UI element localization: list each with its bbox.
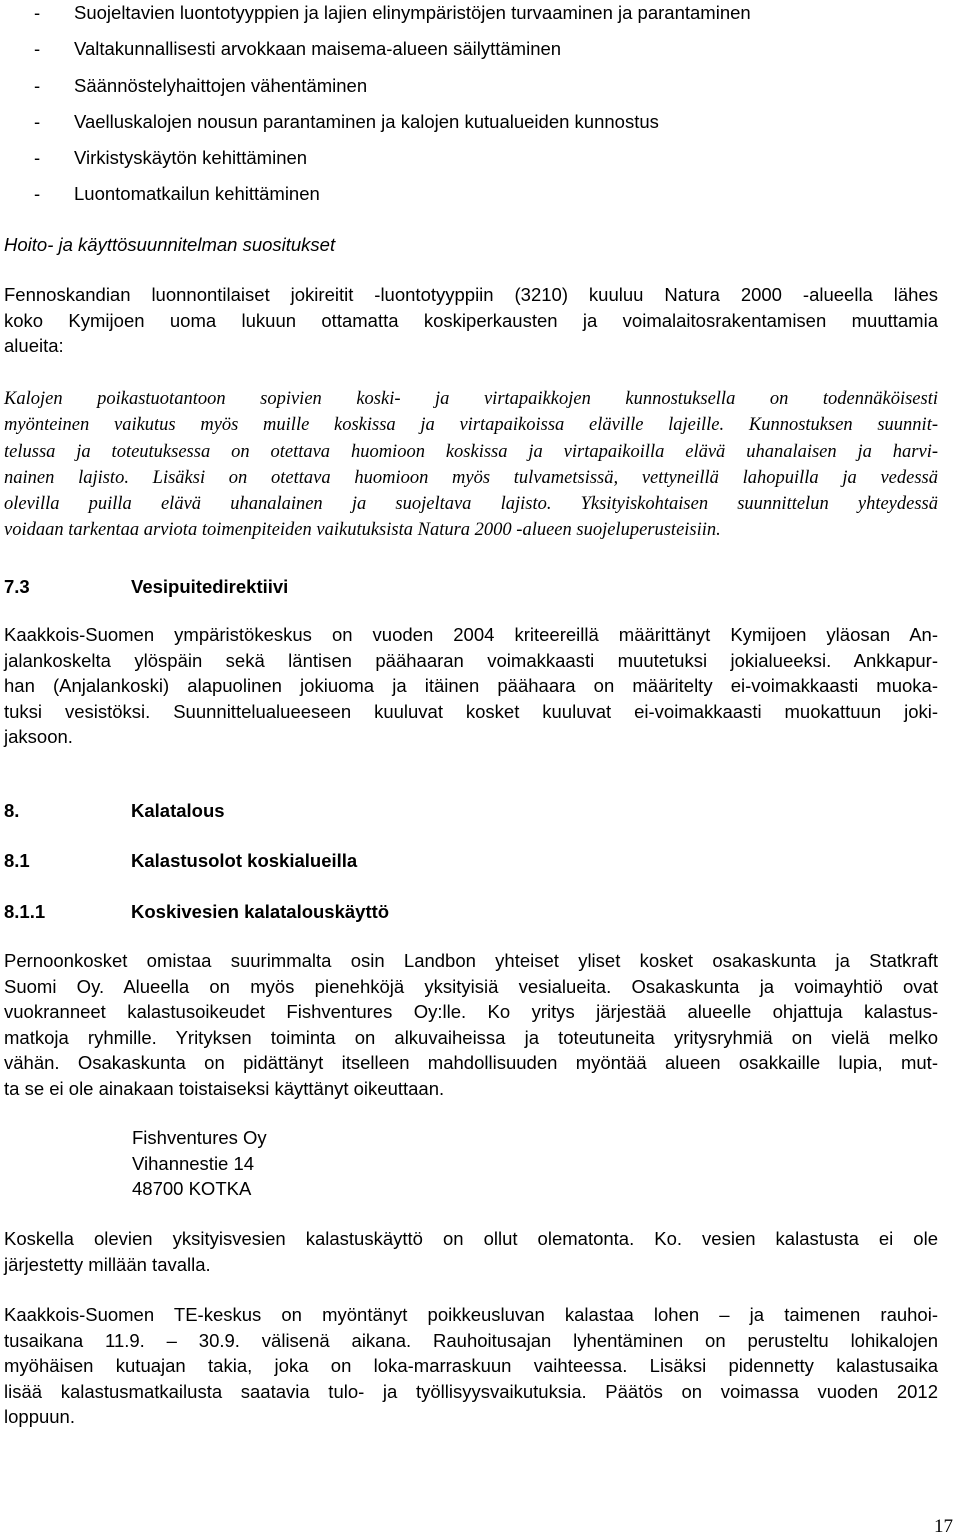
address-block xyxy=(132,1125,267,1202)
quote-paragraph: Kalojen poikastuotantoon sopivien koski- ja virtapaikkojen kunnostuksella on todennäköisesti myönteinen vaikutus myös muille koskissa ja virtapaikoissa eläville lajeille. Kunnostuksen suunnit- telussa ja toteutuksessa on otettava huomioon koskissa ja virtapaikoilla elävä uhanalaisen ja harvi- nainen lajisto. Lisäksi on otettava huomioon myös tulvametsissä, vettyneillä lahopuilla ja vedessä olevilla puilla elävä uhanalainen ja suojeltava lajisto. Yksityiskohtaisen suunnittelun yhteydessä voidaan tarkentaa arviota toimenpiteiden vaikutuksista Natura 2000 -alueen suojeluperusteisiin. xyxy=(4,389,938,541)
list-marker: - xyxy=(34,74,41,96)
list-item: - Valtakunnallisesti arvokkaan maisema-alueen säilyttäminen xyxy=(34,31,751,67)
section-heading-8-1: 8.1 Kalastusolot koskialueilla xyxy=(4,850,358,871)
page-number: 17 xyxy=(934,1516,953,1537)
list-item: - Säännöstelyhaittojen vähentäminen xyxy=(34,68,751,104)
list-item: - Virkistyskäytön kehittäminen xyxy=(34,140,751,176)
hoito-heading: Hoito- ja käyttösuunnitelman suositukset xyxy=(4,234,336,255)
list-item: - Luontomatkailun kehittäminen xyxy=(34,176,751,212)
list-marker: - xyxy=(34,147,41,169)
list-marker: - xyxy=(34,110,41,132)
section-heading-8: 8. Kalatalous xyxy=(4,800,225,821)
address-line: Vihannestie 14 xyxy=(132,1152,255,1174)
list-item: - Vaelluskalojen nousun parantaminen ja kalojen kutualueiden kunnostus xyxy=(34,104,751,140)
goals-list xyxy=(34,0,751,213)
list-marker: - xyxy=(34,183,41,205)
address-line: 48700 KOTKA xyxy=(132,1178,252,1199)
section-heading-7-3: 7.3 Vesipuitedirektiivi xyxy=(4,576,289,597)
natura-paragraph: Fennoskandian luonnontilaiset jokireitit -luontotyyppiin (3210) kuuluu Natura 2000 -alueella lähes koko Kymijoen uoma lukuun ottamatta koskiperkausten ja voimalaitosrakentamisen muuttamia alueita: xyxy=(4,284,938,356)
list-marker: - xyxy=(34,2,41,23)
list-marker: - xyxy=(34,38,41,60)
yksityisvesi-paragraph: Koskella olevien yksityisvesien kalastuskäyttö on ollut olematonta. Ko. vesien kalastusta ei ole järjestetty millään tavalla. xyxy=(4,1228,938,1275)
section-heading-8-1-1: 8.1.1 Koskivesien kalatalouskäyttö xyxy=(4,901,390,922)
list-item: - Suojeltavien luontotyyppien ja lajien elinympäristöjen turvaaminen ja parantaminen xyxy=(34,0,751,31)
te-keskus-paragraph: Kaakkois-Suomen TE-keskus on myöntänyt poikkeusluvan kalastaa lohen – ja taimenen rauhoi- tusaikana 11.9. – 30.9. välisenä aikana. Rauhoitusajan lyhentäminen on perusteltu lohikalojen myöhäisen kutuajan takia, joka on loka-marraskuun vaihteessa. Lisäksi pidennetty kalastusaika lisää kalastusmatkailusta saatavia tulo- ja työllisyysvaikutuksia. Päätös on voimassa vuoden 2012 loppuun. xyxy=(4,1304,938,1427)
vesipuite-paragraph: Kaakkois-Suomen ympäristökeskus on vuoden 2004 kriteereillä määrittänyt Kymijoen yläosan An- jalankoskelta ylöspäin sekä läntisen päähaaran voimakkaasti muutetuksi jokialueeksi. Ankkapur- han (Anjalankoski) alapuolinen jokiuoma ja itäinen päähaara on määritelty ei-voimakkaasti muoka- tuksi vesistöksi. Suunnittelualueeseen kuuluvat kosket kuuluvat ei-voimakkaasti muokattuun joki- jaksoon. xyxy=(4,624,938,747)
address-line: Fishventures Oy xyxy=(132,1127,267,1148)
pernoonkosket-paragraph: Pernoonkosket omistaa suurimmalta osin Landbon yhteiset yliset kosket osakaskunta ja Statkraft Suomi Oy. Alueella on myös pienehköjä yksityisiä vesialueita. Osakaskunta ja voimayhtiö ovat vuokranneet kalastusoikeudet Fishventures Oy:lle. Ko yritys järjestää alueelle ohjattuja kalastus- matkoja ryhmille. Yrityksen toiminta on alkuvaiheissa ja toteutuneita yritysryhmiä on vielä melko vähän. Osakaskunta on pidättänyt itselleen mahdollisuuden myöntää alueen osakkaille lupia, mut- ta se ei ole ainakaan toistaiseksi käyttänyt oikeuttaan. xyxy=(4,950,938,1099)
